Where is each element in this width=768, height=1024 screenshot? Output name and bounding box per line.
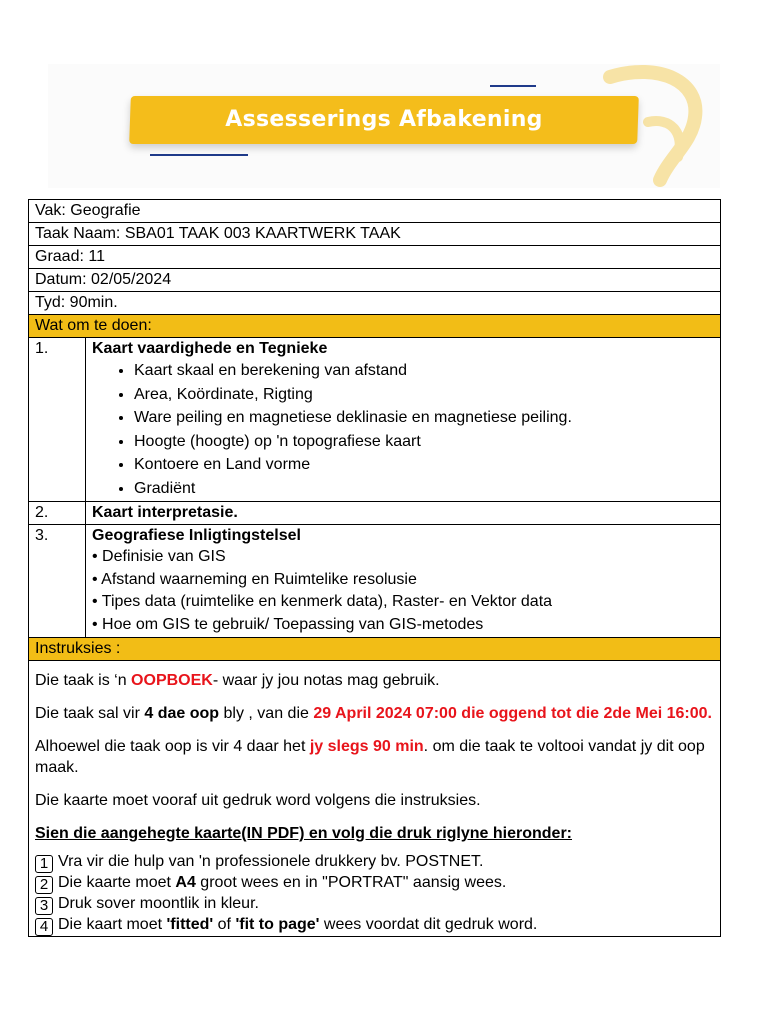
todo-item-number: 1. bbox=[29, 338, 86, 502]
step-number-box: 4 bbox=[35, 918, 53, 936]
todo-item-number: 3. bbox=[29, 525, 86, 638]
row-taak-naam bbox=[29, 223, 721, 246]
todo-item-2 bbox=[29, 502, 721, 525]
todo-item-title: Geografiese Inligtingstelsel bbox=[92, 527, 301, 544]
gis-line: • Tipes data (ruimtelike en kenmerk data), Raster- en Vektor data bbox=[92, 593, 553, 610]
bullet-item: • Hoogte (hoogte) op 'n topografiese kaart bbox=[134, 430, 714, 454]
tyd-cell: Tyd: 90min. bbox=[29, 292, 721, 315]
instructions-body bbox=[29, 661, 721, 937]
todo-item-title: Kaart interpretasie. bbox=[86, 502, 721, 525]
todo-item-body bbox=[86, 525, 721, 638]
print-step: 2 Die kaarte moet A4 groot wees en in "PORTRAT" aansig wees. bbox=[35, 873, 714, 894]
banner-title: Assesserings Afbakening bbox=[225, 107, 543, 132]
todo-heading: Wat om te doen: bbox=[29, 315, 721, 338]
todo-item-3 bbox=[29, 525, 721, 638]
row-instructions-body bbox=[29, 661, 721, 937]
gis-line: • Definisie van GIS bbox=[92, 548, 226, 565]
accent-line-bottom bbox=[150, 154, 248, 156]
datum-cell: Datum: 02/05/2024 bbox=[29, 269, 721, 292]
print-step: 1 Vra vir die hulp van 'n professionele drukkery bv. POSTNET. bbox=[35, 852, 714, 873]
taak-naam-cell: Taak Naam: SBA01 TAAK 003 KAARTWERK TAAK bbox=[29, 223, 721, 246]
open-book-label: OOPBOEK bbox=[131, 672, 213, 689]
bullet-item: • Gradiënt bbox=[134, 477, 714, 501]
instruction-open-period: Die taak sal vir 4 dae oop bly , van die 29 April 2024 07:00 die oggend tot die 2de Mei 16:00. bbox=[35, 705, 712, 722]
open-period-dates: 29 April 2024 07:00 die oggend tot die 2de Mei 16:00. bbox=[313, 705, 712, 722]
instruction-print-maps: Die kaarte moet vooraf uit gedruk word volgens die instruksies. bbox=[35, 792, 481, 809]
gis-line: • Hoe om GIS te gebruik/ Toepassing van GIS-metodes bbox=[92, 615, 484, 633]
graad-cell: Graad: 11 bbox=[29, 246, 721, 269]
print-step: 3 Druk sover moontlik in kleur. bbox=[35, 894, 714, 915]
time-limit: jy slegs 90 min bbox=[309, 738, 424, 755]
step-number-box: 2 bbox=[35, 876, 53, 894]
row-vak bbox=[29, 200, 721, 223]
row-datum bbox=[29, 269, 721, 292]
row-instructions-heading bbox=[29, 638, 721, 661]
bullet-item: • Kontoere en Land vorme bbox=[134, 453, 714, 477]
bullet-item: • Area, Koördinate, Rigting bbox=[134, 383, 714, 407]
instructions-heading: Instruksies : bbox=[29, 638, 721, 661]
print-step: 4 Die kaart moet 'fitted' of 'fit to page' wees voordat dit gedruk word. bbox=[35, 915, 714, 936]
gis-line: • Afstand waarneming en Ruimtelike resolusie bbox=[92, 570, 417, 588]
vak-cell: Vak: Geografie bbox=[29, 200, 721, 223]
row-graad bbox=[29, 246, 721, 269]
todo-item-title: Kaart vaardighede en Tegnieke bbox=[92, 340, 328, 357]
row-todo-heading bbox=[29, 315, 721, 338]
instruction-see-attached: Sien die aangehegte kaarte(IN PDF) en volg die druk riglyne hieronder: bbox=[35, 825, 573, 842]
row-tyd bbox=[29, 292, 721, 315]
bullet-item: • Kaart skaal en berekening van afstand bbox=[134, 359, 714, 383]
todo-item-body bbox=[86, 338, 721, 502]
todo-item-number: 2. bbox=[29, 502, 86, 525]
bullet-item: • Ware peiling en magnetiese deklinasie en magnetiese peiling. bbox=[134, 406, 714, 430]
instruction-time-limit: Alhoewel die taak oop is vir 4 daar het jy slegs 90 min. om die taak te voltooi vandat jy dit oop maak. bbox=[35, 738, 705, 776]
bullet-list bbox=[92, 359, 714, 500]
accent-line-top bbox=[490, 85, 536, 87]
step-number-box: 3 bbox=[35, 897, 53, 915]
todo-item-1 bbox=[29, 338, 721, 502]
instruction-open-book: Die taak is ‘n OOPBOEK- waar jy jou notas mag gebruik. bbox=[35, 672, 440, 689]
step-number-box: 1 bbox=[35, 855, 53, 873]
task-table bbox=[28, 199, 721, 937]
